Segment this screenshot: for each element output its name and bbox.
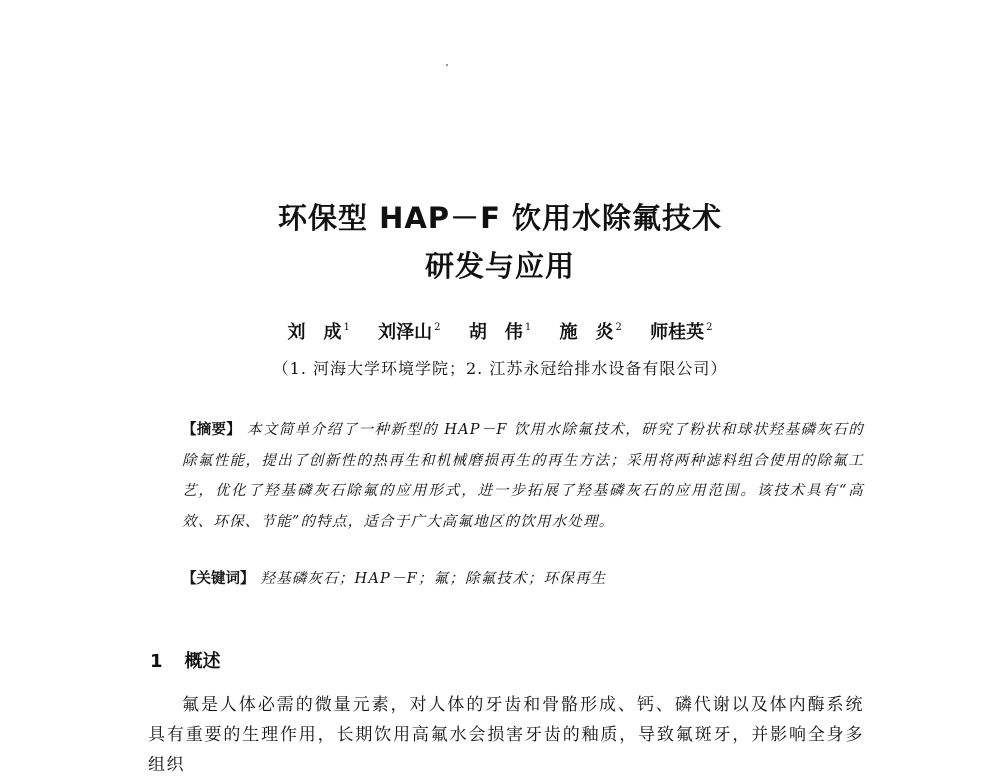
keywords-line [182,567,606,588]
keywords-text: 羟基磷灰石；HAP－F；氟；除氟技术；环保再生 [260,571,607,587]
author [288,318,350,344]
author-name: 师桂英 [650,322,705,343]
abstract-label: 【摘要】 [182,422,241,438]
author-name: 刘泽山 [378,322,433,343]
author-affiliation-mark: 2 [706,322,713,333]
section-heading [150,647,221,673]
paper-title-line-1: 环保型 HAP－F 饮用水除氟技术 [278,201,722,235]
author [650,318,712,344]
author [378,318,440,344]
author-name: 施 炎 [559,322,614,343]
paper-title-line-2: 研发与应用 [424,249,575,283]
abstract-block [148,415,864,537]
scan-speck [446,64,448,66]
section-title: 概述 [184,651,221,672]
author [469,318,531,344]
author-affiliation-mark: 1 [343,322,350,333]
author-list [0,318,1000,344]
author [559,318,621,344]
section-number: 1 [150,651,163,672]
author-name: 胡 伟 [468,322,523,343]
author-affiliation-mark: 2 [434,322,441,333]
body-paragraph: 氟是人体必需的微量元素，对人体的牙齿和骨骼形成、钙、磷代谢以及体内酶系统具有重要的生理作用，长期饮用高氟水会损害牙齿的釉质，导致氟斑牙，并影响全身多组织 [148,695,864,775]
author-name: 刘 成 [287,322,342,343]
abstract-text: 本文简单介绍了一种新型的 HAP－F 饮用水除氟技术，研究了粉状和球状羟基磷灰石的除氟性能，提出了创新性的热再生和机械磨损再生的再生方法；采用将两种滤料组合使用的除氟工艺，优化了羟基磷灰石除氟的应用形式，进一步拓展了羟基磷灰石的应用范围。该技术具有“高效、环保、节能”的特点，适合于广大高氟地区的饮用水处理。 [182,422,864,530]
affiliation-line: （1. 河海大学环境学院；2. 江苏永冠给排水设备有限公司） [272,359,728,378]
abstract-paragraph [148,415,864,537]
keywords-label: 【关键词】 [182,571,255,587]
author-affiliation-mark: 2 [615,322,622,333]
author-affiliation-mark: 1 [524,322,532,333]
